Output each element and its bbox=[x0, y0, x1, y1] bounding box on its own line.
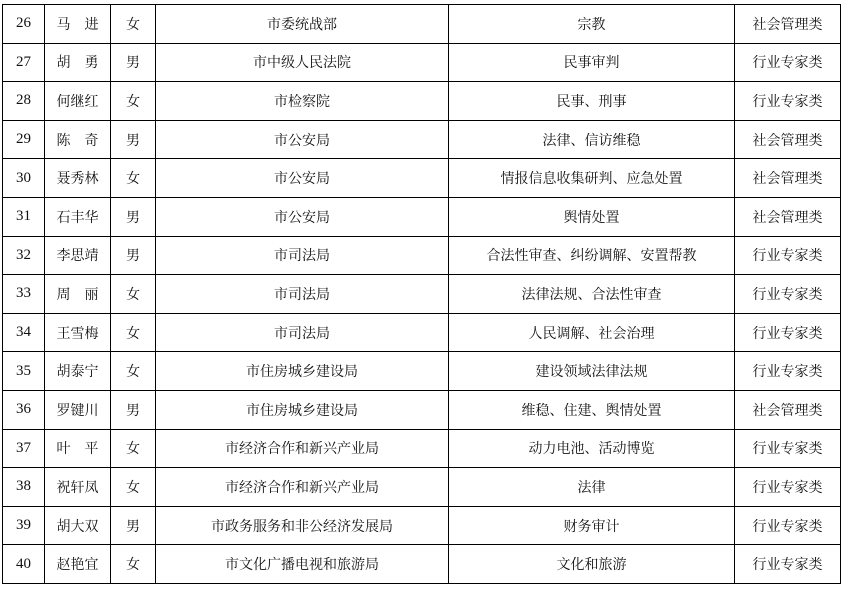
gender: 女 bbox=[111, 275, 156, 314]
category: 行业专家类 bbox=[735, 313, 841, 352]
expertise-field: 维稳、住建、舆情处置 bbox=[449, 390, 735, 429]
expertise-field: 财务审计 bbox=[449, 506, 735, 545]
table-row bbox=[3, 120, 841, 159]
person-name: 陈 奇 bbox=[45, 120, 111, 159]
work-unit: 市委统战部 bbox=[156, 5, 449, 44]
work-unit: 市司法局 bbox=[156, 313, 449, 352]
person-name: 祝轩凤 bbox=[45, 468, 111, 507]
work-unit: 市公安局 bbox=[156, 120, 449, 159]
expertise-field: 民事、刑事 bbox=[449, 82, 735, 121]
gender: 男 bbox=[111, 390, 156, 429]
person-name: 罗键川 bbox=[45, 390, 111, 429]
gender: 男 bbox=[111, 43, 156, 82]
row-number: 28 bbox=[3, 82, 45, 121]
row-number: 40 bbox=[3, 545, 45, 584]
row-number: 32 bbox=[3, 236, 45, 275]
category: 行业专家类 bbox=[735, 429, 841, 468]
person-name: 石丰华 bbox=[45, 197, 111, 236]
category: 社会管理类 bbox=[735, 159, 841, 198]
category: 行业专家类 bbox=[735, 545, 841, 584]
person-name: 胡 勇 bbox=[45, 43, 111, 82]
person-name: 聂秀林 bbox=[45, 159, 111, 198]
expertise-field: 文化和旅游 bbox=[449, 545, 735, 584]
person-name: 何继红 bbox=[45, 82, 111, 121]
expertise-field: 动力电池、活动博览 bbox=[449, 429, 735, 468]
expertise-field: 宗教 bbox=[449, 5, 735, 44]
row-number: 27 bbox=[3, 43, 45, 82]
category: 行业专家类 bbox=[735, 506, 841, 545]
work-unit: 市司法局 bbox=[156, 275, 449, 314]
row-number: 38 bbox=[3, 468, 45, 507]
gender: 男 bbox=[111, 120, 156, 159]
gender: 男 bbox=[111, 506, 156, 545]
row-number: 35 bbox=[3, 352, 45, 391]
row-number: 39 bbox=[3, 506, 45, 545]
work-unit: 市中级人民法院 bbox=[156, 43, 449, 82]
work-unit: 市公安局 bbox=[156, 197, 449, 236]
expertise-field: 舆情处置 bbox=[449, 197, 735, 236]
category: 行业专家类 bbox=[735, 352, 841, 391]
category: 行业专家类 bbox=[735, 275, 841, 314]
table-row bbox=[3, 236, 841, 275]
gender: 女 bbox=[111, 352, 156, 391]
table-row bbox=[3, 506, 841, 545]
work-unit: 市住房城乡建设局 bbox=[156, 390, 449, 429]
work-unit: 市检察院 bbox=[156, 82, 449, 121]
table-row bbox=[3, 275, 841, 314]
table-row bbox=[3, 429, 841, 468]
work-unit: 市公安局 bbox=[156, 159, 449, 198]
gender: 女 bbox=[111, 313, 156, 352]
expertise-field: 合法性审查、纠纷调解、安置帮教 bbox=[449, 236, 735, 275]
row-number: 26 bbox=[3, 5, 45, 44]
row-number: 31 bbox=[3, 197, 45, 236]
table-row bbox=[3, 390, 841, 429]
expertise-field: 情报信息收集研判、应急处置 bbox=[449, 159, 735, 198]
category: 行业专家类 bbox=[735, 82, 841, 121]
table-row bbox=[3, 352, 841, 391]
table-row bbox=[3, 197, 841, 236]
work-unit: 市经济合作和新兴产业局 bbox=[156, 429, 449, 468]
gender: 女 bbox=[111, 5, 156, 44]
expertise-field: 民事审判 bbox=[449, 43, 735, 82]
category: 行业专家类 bbox=[735, 236, 841, 275]
person-name: 胡泰宁 bbox=[45, 352, 111, 391]
person-name: 李思靖 bbox=[45, 236, 111, 275]
table-row bbox=[3, 313, 841, 352]
category: 社会管理类 bbox=[735, 197, 841, 236]
gender: 男 bbox=[111, 197, 156, 236]
gender: 女 bbox=[111, 429, 156, 468]
category: 行业专家类 bbox=[735, 43, 841, 82]
gender: 女 bbox=[111, 159, 156, 198]
table-row bbox=[3, 468, 841, 507]
work-unit: 市政务服务和非公经济发展局 bbox=[156, 506, 449, 545]
row-number: 34 bbox=[3, 313, 45, 352]
gender: 女 bbox=[111, 468, 156, 507]
table-row bbox=[3, 43, 841, 82]
work-unit: 市住房城乡建设局 bbox=[156, 352, 449, 391]
work-unit: 市司法局 bbox=[156, 236, 449, 275]
category: 行业专家类 bbox=[735, 468, 841, 507]
gender: 女 bbox=[111, 545, 156, 584]
person-name: 王雪梅 bbox=[45, 313, 111, 352]
expertise-field: 人民调解、社会治理 bbox=[449, 313, 735, 352]
category: 社会管理类 bbox=[735, 120, 841, 159]
expertise-field: 法律 bbox=[449, 468, 735, 507]
expertise-field: 法律、信访维稳 bbox=[449, 120, 735, 159]
person-name: 马 进 bbox=[45, 5, 111, 44]
row-number: 37 bbox=[3, 429, 45, 468]
category: 社会管理类 bbox=[735, 390, 841, 429]
row-number: 36 bbox=[3, 390, 45, 429]
table-row bbox=[3, 159, 841, 198]
gender: 女 bbox=[111, 82, 156, 121]
table-row bbox=[3, 5, 841, 44]
work-unit: 市文化广播电视和旅游局 bbox=[156, 545, 449, 584]
table-body bbox=[3, 5, 841, 584]
person-name: 周 丽 bbox=[45, 275, 111, 314]
table-row bbox=[3, 82, 841, 121]
work-unit: 市经济合作和新兴产业局 bbox=[156, 468, 449, 507]
expertise-field: 法律法规、合法性审查 bbox=[449, 275, 735, 314]
person-name: 赵艳宜 bbox=[45, 545, 111, 584]
row-number: 29 bbox=[3, 120, 45, 159]
row-number: 33 bbox=[3, 275, 45, 314]
row-number: 30 bbox=[3, 159, 45, 198]
expertise-field: 建设领域法律法规 bbox=[449, 352, 735, 391]
person-name: 叶 平 bbox=[45, 429, 111, 468]
category: 社会管理类 bbox=[735, 5, 841, 44]
gender: 男 bbox=[111, 236, 156, 275]
table-row bbox=[3, 545, 841, 584]
person-name: 胡大双 bbox=[45, 506, 111, 545]
expert-roster-table bbox=[2, 4, 841, 584]
